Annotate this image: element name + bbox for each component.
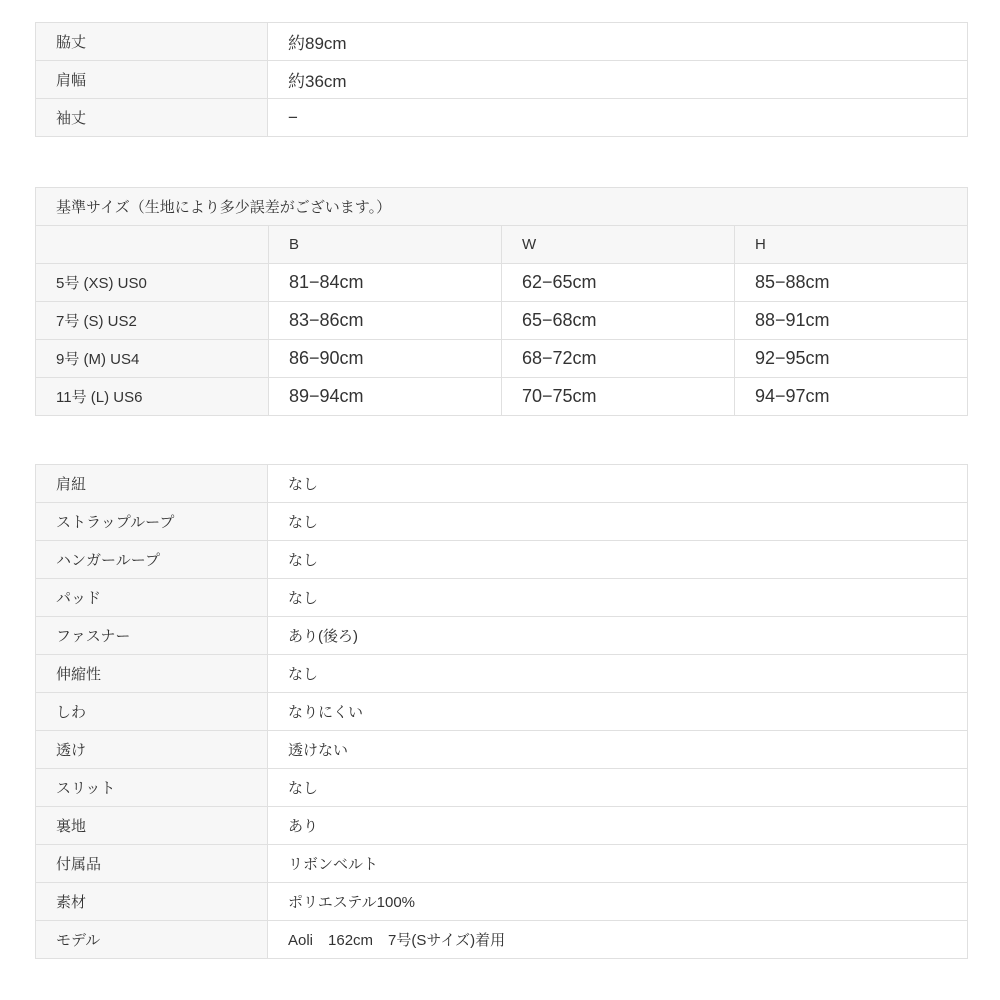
- size-value-bust: 83−86cm: [269, 302, 502, 340]
- size-row-label: 9号 (M) US4: [36, 340, 269, 378]
- spec-label: 透け: [36, 731, 268, 769]
- spec-label: モデル: [36, 921, 268, 959]
- size-value-bust: 81−84cm: [269, 264, 502, 302]
- table-row: [36, 617, 968, 655]
- size-value-hip: 92−95cm: [735, 340, 968, 378]
- spec-label: 裏地: [36, 807, 268, 845]
- table-row: [36, 503, 968, 541]
- size-value-bust: 86−90cm: [269, 340, 502, 378]
- table-row: [36, 731, 968, 769]
- size-column-header-b: B: [269, 226, 502, 264]
- spec-value: リボンベルト: [268, 845, 968, 883]
- spec-label: しわ: [36, 693, 268, 731]
- size-column-header-w: W: [502, 226, 735, 264]
- table-row: [36, 465, 968, 503]
- measurement-label: 脇丈: [36, 23, 268, 61]
- spec-value: なし: [268, 655, 968, 693]
- spec-label: 肩紐: [36, 465, 268, 503]
- spec-value: Aoli 162cm 7号(Sサイズ)着用: [268, 921, 968, 959]
- table-row: [36, 655, 968, 693]
- size-header-empty: [36, 226, 269, 264]
- spec-label: 素材: [36, 883, 268, 921]
- spec-label: 付属品: [36, 845, 268, 883]
- spec-label: パッド: [36, 579, 268, 617]
- table-row: [36, 302, 968, 340]
- size-value-hip: 94−97cm: [735, 378, 968, 416]
- measurement-label: 肩幅: [36, 61, 268, 99]
- spec-value: あり: [268, 807, 968, 845]
- table-row: [36, 579, 968, 617]
- table-row: [36, 378, 968, 416]
- spec-label: ファスナー: [36, 617, 268, 655]
- table-row: [36, 23, 968, 61]
- spec-value: 透けない: [268, 731, 968, 769]
- measurement-value: 約89cm: [268, 23, 968, 61]
- size-value-waist: 65−68cm: [502, 302, 735, 340]
- spec-value: なし: [268, 541, 968, 579]
- table-row: [36, 340, 968, 378]
- spec-value: なし: [268, 465, 968, 503]
- size-table-header-row: [36, 226, 968, 264]
- measurement-value: −: [268, 99, 968, 137]
- measurements-table: [35, 22, 968, 137]
- table-row: [36, 845, 968, 883]
- spec-value: なし: [268, 579, 968, 617]
- spec-value: ポリエステル100%: [268, 883, 968, 921]
- spec-label: ハンガーループ: [36, 541, 268, 579]
- measurement-label: 袖丈: [36, 99, 268, 137]
- size-value-bust: 89−94cm: [269, 378, 502, 416]
- size-column-header-h: H: [735, 226, 968, 264]
- spec-table: [35, 464, 968, 959]
- size-value-waist: 62−65cm: [502, 264, 735, 302]
- table-row: [36, 61, 968, 99]
- size-table-caption-row: [36, 188, 968, 226]
- spec-value: なし: [268, 503, 968, 541]
- table-row: [36, 264, 968, 302]
- spec-value: あり(後ろ): [268, 617, 968, 655]
- table-row: [36, 541, 968, 579]
- spec-value: なし: [268, 769, 968, 807]
- measurement-value: 約36cm: [268, 61, 968, 99]
- size-value-waist: 68−72cm: [502, 340, 735, 378]
- table-row: [36, 807, 968, 845]
- size-value-hip: 85−88cm: [735, 264, 968, 302]
- spec-label: 伸縮性: [36, 655, 268, 693]
- size-row-label: 7号 (S) US2: [36, 302, 269, 340]
- size-table: [35, 187, 968, 416]
- table-row: [36, 921, 968, 959]
- table-row: [36, 769, 968, 807]
- size-value-waist: 70−75cm: [502, 378, 735, 416]
- table-row: [36, 99, 968, 137]
- spec-label: スリット: [36, 769, 268, 807]
- spec-label: ストラップループ: [36, 503, 268, 541]
- size-row-label: 5号 (XS) US0: [36, 264, 269, 302]
- table-row: [36, 693, 968, 731]
- size-table-caption: 基準サイズ（生地により多少誤差がございます。）: [36, 188, 968, 226]
- table-row: [36, 883, 968, 921]
- size-value-hip: 88−91cm: [735, 302, 968, 340]
- size-row-label: 11号 (L) US6: [36, 378, 269, 416]
- spec-value: なりにくい: [268, 693, 968, 731]
